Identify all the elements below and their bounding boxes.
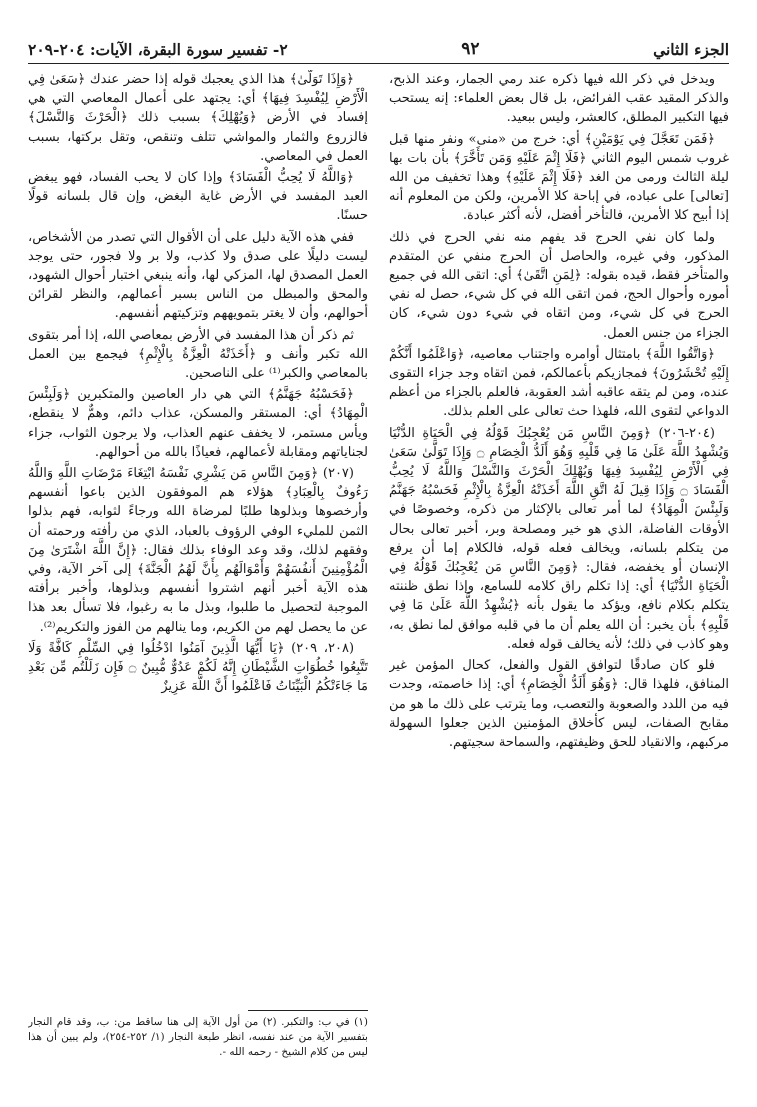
paragraph: ﴿وَاللَّهُ لَا يُحِبُّ الْفَسَادَ﴾ وإذا كان لا يحب الفساد، فهو يبغض العبد المفسد في الأرض غاية البغض، وإن قال بلسانه قولًا حسنًا. [28, 170, 368, 224]
paragraph: ثم ذكر أن هذا المفسد في الأرض بمعاصي الله، إذا أمر بتقوى الله تكبر وأنف و ﴿أَخَذَتْهُ الْعِزَّةُ بِالْإِثْمِ﴾ فيجمع بين العمل بالمعاصي والكبر⁽¹⁾ على الناصحين. [28, 327, 368, 382]
paragraph: ﴿وَاتَّقُوا اللَّهَ﴾ بامتثال أوامره واجتناب معاصيه، ﴿وَاعْلَمُوا أَنَّكُمْ إِلَيْهِ تُحْشَرُونَ﴾ فمجازيكم بأعمالكم، فمن اتقاه وجد جزاء التقوى عنده، ومن لم يتقه عاقبه أشد العقوبة، فالعلم بالجزاء من أعظم الدواعي لتقوى الله، فلهذا حث تعالى على العلم بذلك. [389, 346, 729, 420]
paragraph: (٢٠٨، ٢٠٩) ﴿يَا أَيُّهَا الَّذِينَ آمَنُوا ادْخُلُوا فِي السِّلْمِ كَافَّةً وَلَا تَتَّبِعُوا خُطُوَاتِ الشَّيْطَانِ إِنَّهُ لَكُمْ عَدُوٌّ مُّبِينٌ ۝ فَإِن زَلَلْتُم مِّن بَعْدِ مَا جَاءَتْكُمُ الْبَيِّنَاتُ فَاعْلَمُوا أَنَّ اللَّهَ عَزِيزٌ [28, 640, 368, 695]
paragraph: (٢٠٧) ﴿وَمِنَ النَّاسِ مَن يَشْرِي نَفْسَهُ ابْتِغَاءَ مَرْضَاتِ اللَّهِ وَاللَّهُ رَءُوفٌ بِالْعِبَادِ﴾ هؤلاء هم الموفقون الذين باعوا أنفسهم وأرخصوها وبذلوها طلبًا لمرضاة الله ورجاءً لثوابه، فهم بذلوا الثمن للمليء الوفي الرؤوف بالعباد، الذي من رأفته ورحمته أن وفقهم لذلك، وقد وعد الوفاء بذلك فقال: ﴿إِنَّ اللَّهَ اشْتَرَىٰ مِنَ الْمُؤْمِنِينَ أَنفُسَهُمْ وَأَمْوَالَهُم بِأَنَّ لَهُمُ الْجَنَّةَ﴾ إلى آخر الآية، وفي هذه الآية أخبر أنهم اشتروا أنفسهم وبذلوها، وأخبر برأفته الموجبة لتحصيل ما طلبوا، وبذل ما به رغبوا، فلا تسأل بعد هذا عن ما يحصل لهم من الكريم، وما ينالهم من الفوز والتكريم⁽²⁾. [28, 466, 368, 635]
paragraph: ولما كان نفي الحرج قد يفهم منه نفي الحرج في ذلك المذكور، وفي غيره، والحاصل أن الحرج منفي عن المتقدم والمتأخر فقط، قيده بقوله: ﴿لِمَنِ اتَّقَىٰ﴾ أي: اتقى الله في جميع أموره وأحوال الحج، فمن اتقى الله في كل شيء، حصل له نفي الحرج في كل شيء، ومن اتقاه في شيء دون شيء، كان الجزاء من جنس العمل. [389, 229, 729, 341]
right-column [389, 70, 729, 1000]
paragraph: ﴿فَمَن تَعَجَّلَ فِي يَوْمَيْنِ﴾ أي: خرج من «منى» ونفر منها قبل غروب شمس اليوم الثاني ﴿فَلَا إِثْمَ عَلَيْهِ وَمَن تَأَخَّرَ﴾ بأن بات بها ليلة الثالث ورمى من الغد ﴿فَلَا إِثْمَ عَلَيْهِ﴾ وهذا تخفيف من الله [تعالى] على عباده، في إباحة كلا الأمرين، ولكن من المعلوم أنه إذا أبيح كلا الأمرين، فالتأخر أفضل، لأنه أكثر عبادة. [389, 131, 729, 224]
running-header [28, 28, 729, 64]
paragraph: فلو كان صادقًا لتوافق القول والفعل، كحال المؤمن غير المنافق، فلهذا قال: ﴿وَهُوَ أَلَدُّ الْخِصَامِ﴾ أي: إذا خاصمته، وجدت فيه من اللدد والصعوبة والتعصب، وما يترتب على ذلك ما هو من مقابح الصفات، ليس كأخلاق المؤمنين الذين جعلوا السهولة مركبهم، والانقياد للحق وظيفتهم، والسماحة سجيتهم. [389, 658, 729, 750]
footnote-divider [248, 1010, 368, 1011]
page-number: ٩٢ [461, 39, 480, 59]
paragraph: ويدخل في ذكر الله فيها ذكره عند رمي الجمار، وعند الذبح، والذكر المقيد عقب الفرائض، بل قال بعض العلماء: إنه يستحب فيها التكبير المطلق، كالعشر، وليس ببعيد. [389, 72, 729, 126]
paragraph: (٢٠٤-٢٠٦) ﴿وَمِنَ النَّاسِ مَن يُعْجِبُكَ قَوْلُهُ فِي الْحَيَاةِ الدُّنْيَا وَيُشْهِدُ اللَّهَ عَلَىٰ مَا فِي قَلْبِهِ وَهُوَ أَلَدُّ الْخِصَامِ ۝ وَإِذَا تَوَلَّىٰ سَعَىٰ فِي الْأَرْضِ لِيُفْسِدَ فِيهَا وَيُهْلِكَ الْحَرْثَ وَالنَّسْلَ وَاللَّهُ لَا يُحِبُّ الْفَسَادَ ۝ وَإِذَا قِيلَ لَهُ اتَّقِ اللَّهَ أَخَذَتْهُ الْعِزَّةُ بِالْإِثْمِ فَحَسْبُهُ جَهَنَّمُ وَلَبِئْسَ الْمِهَادُ﴾ لما أمر تعالى بالإكثار من ذكره، وخصوصًا في الأوقات الفاضلة، الذي هو خير ومصلحة وبر، أخبر تعالى بحال من يتكلم بلسانه، ويخالف فعله قوله، فالكلام إما أن يرفع الإنسان أو يخفضه، فقال: ﴿وَمِنَ النَّاسِ مَن يُعْجِبُكَ قَوْلُهُ فِي الْحَيَاةِ الدُّنْيَا﴾ أي: إذا تكلم راق كلامه للسامع، وإذا نطق ظننته يتكلم بكلام نافع، ويؤكد ما يقول بأنه ﴿يُشْهِدُ اللَّهَ عَلَىٰ مَا فِي قَلْبِهِ﴾ بأن يخبر: أن الله يعلم أن ما في قلبه موافق لما نطق به، وهو كاذب في ذلك؛ لأنه يخالف قوله فعله. [389, 425, 729, 652]
paragraph: ﴿وَإِذَا تَوَلَّىٰ﴾ هذا الذي يعجبك قوله إذا حضر عندك ﴿سَعَىٰ فِي الْأَرْضِ لِيُفْسِدَ فِيهَا﴾ أي: يجتهد على أعمال المعاصي التي هي إفساد في الأرض ﴿وَيُهْلِكَ﴾ بسبب ذلك ﴿الْحَرْثَ وَالنَّسْلَ﴾ فالزروع والثمار والمواشي تتلف وتنقص، وتقل بركتها، بسبب العمل في المعاصي. [28, 72, 368, 164]
text-columns [28, 70, 729, 1000]
surah-info: ٢- تفسير سورة البقرة، الآيات: ٢٠٤-٢٠٩ [28, 40, 288, 59]
footnotes [28, 1010, 368, 1080]
part-label: الجزء الثاني [653, 40, 729, 59]
paragraph: ففي هذه الآية دليل على أن الأقوال التي تصدر من الأشخاص، ليست دليلًا على صدق ولا كذب، ولا بر ولا فجور، حتى يوجد العمل المصدق لها، المزكي لها، وأنه ينبغي اختبار أحوال الشهود، والمحق والمبطل من الناس بسبر أعمالهم، والنظر لقرائن أحوالهم، وأن لا يغتر بتمويههم وتزكيتهم أنفسهم. [28, 229, 368, 322]
footnote-text: (١) في ب: والتكبر. (٢) من أول الآية إلى هنا ساقط من: ب، وقد قام النجار بتفسير الآية من عند نفسه، انظر طبعة النجار (١/ ٢٥٢-٢٥٤)، ولم يبين أن هذا ليس من كلام الشيخ - رحمه الله -. [28, 1016, 368, 1058]
paragraph: ﴿فَحَسْبُهُ جَهَنَّمُ﴾ التي هي دار العاصين والمتكبرين ﴿وَلَبِئْسَ الْمِهَادُ﴾ أي: المستقر والمسكن، عذاب دائم، وهمٌّ لا ينقطع، ويأس مستمر، لا يخفف عنهم العذاب، ولا يرجون الثواب، جزاء لجناياتهم ومقابلة لأعمالهم، فعياذًا بالله من أحوالهم. [28, 387, 368, 460]
left-column [28, 70, 368, 1000]
